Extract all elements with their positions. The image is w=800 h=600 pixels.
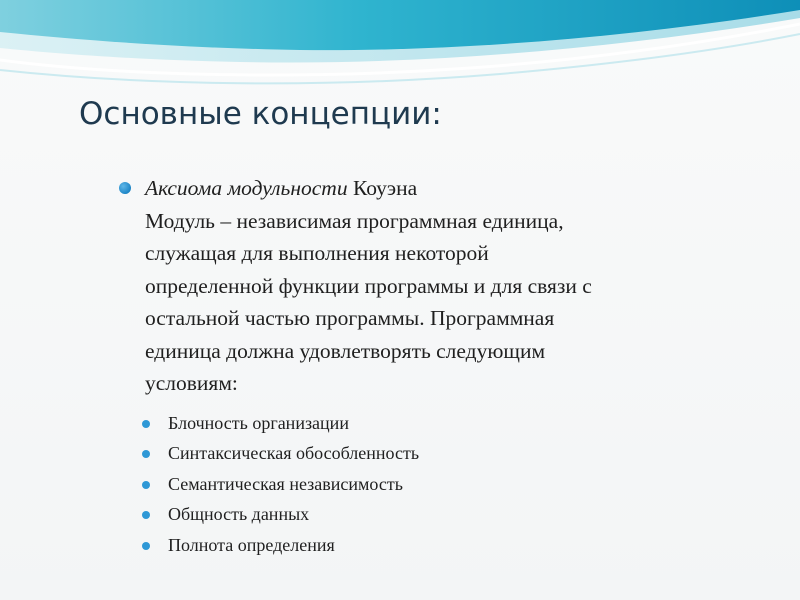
main-bullet-line bbox=[145, 172, 758, 205]
small-circle-bullet-icon bbox=[142, 420, 150, 428]
filled-circle-bullet-icon bbox=[119, 182, 131, 194]
sub-bullet-item bbox=[142, 469, 758, 500]
main-bullet bbox=[118, 172, 758, 400]
axiom-author: Коуэна bbox=[347, 176, 418, 200]
slide-content bbox=[118, 172, 758, 560]
sub-bullet-item bbox=[142, 408, 758, 439]
sub-bullet-item bbox=[142, 530, 758, 561]
main-bullet-line: Модуль – независимая программная единица, bbox=[145, 208, 564, 233]
sub-bullet-item bbox=[142, 438, 758, 469]
sub-bullet-label: Блочность организации bbox=[168, 412, 349, 433]
slide-title: Основные концепции: bbox=[79, 96, 442, 132]
axiom-name: Аксиома модульности bbox=[145, 176, 348, 200]
sub-bullet-list bbox=[118, 408, 758, 561]
small-circle-bullet-icon bbox=[142, 511, 150, 519]
main-bullet-line: условиям: bbox=[145, 371, 238, 395]
sub-bullet-item bbox=[142, 499, 758, 530]
main-bullet-line: единица должна удовлетворять следующим bbox=[145, 338, 546, 363]
small-circle-bullet-icon bbox=[142, 542, 150, 550]
sub-bullet-label: Полнота определения bbox=[168, 534, 335, 555]
sub-bullet-label: Общность данных bbox=[168, 504, 310, 524]
small-circle-bullet-icon bbox=[142, 481, 150, 489]
main-bullet-line: остальной частью программы. Программная bbox=[145, 306, 555, 330]
main-bullet-line: служащая для выполнения некоторой bbox=[145, 241, 489, 265]
main-bullet-line: определенной функции программы и для связи с bbox=[145, 273, 592, 298]
sub-bullet-label: Синтаксическая обособленность bbox=[168, 443, 420, 463]
small-circle-bullet-icon bbox=[142, 450, 150, 458]
sub-bullet-label: Семантическая независимость bbox=[168, 473, 403, 494]
